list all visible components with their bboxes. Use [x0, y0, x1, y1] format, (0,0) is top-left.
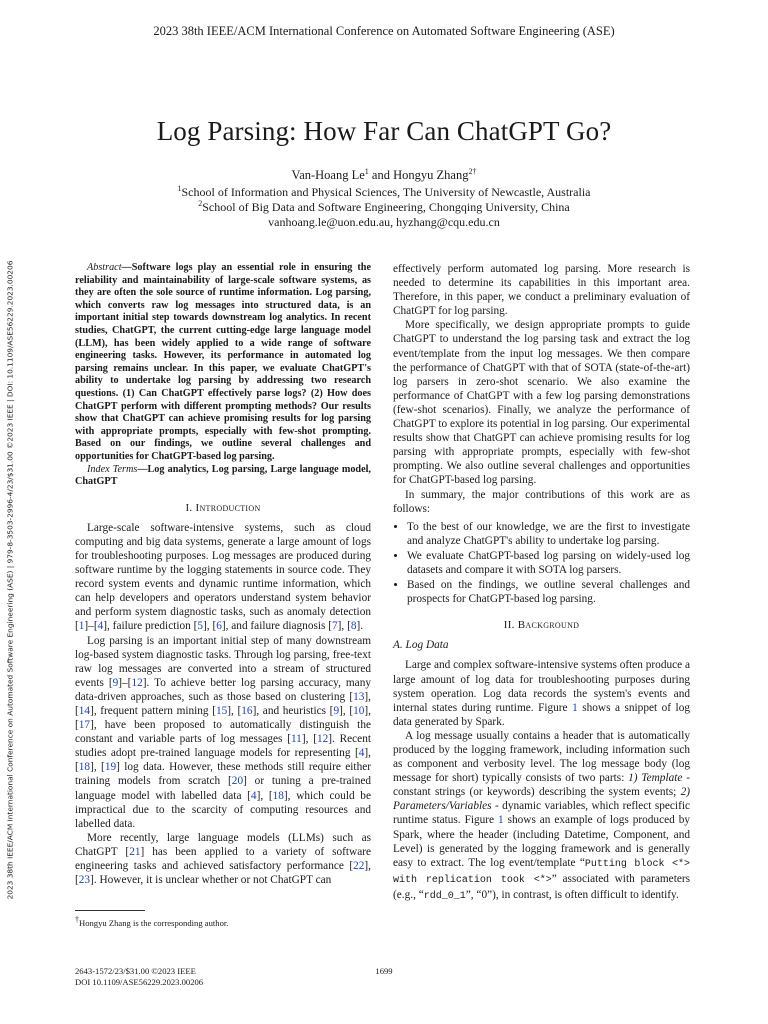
right-paragraph-3: In summary, the major contributions of this work are as follows:: [393, 488, 690, 515]
affiliation-2: [0, 200, 768, 215]
citation-link[interactable]: 4: [97, 620, 104, 633]
footnote-text: Hongyu Zhang is the corresponding author.: [79, 918, 229, 928]
code-parameter: rdd_0_1: [423, 890, 466, 902]
abstract-label: Abstract: [87, 262, 122, 273]
citation-link[interactable]: 9: [333, 705, 340, 717]
footnote: [75, 915, 229, 928]
list-item: • We evaluate ChatGPT-based log parsing on widely-used log datasets and compare it with SOTA log parsers.: [407, 549, 690, 577]
citation-link[interactable]: 21: [129, 845, 141, 858]
citation-link[interactable]: 5: [197, 620, 204, 633]
intro-paragraph-2: Log parsing is an important initial step of many downstream log-based system diagnostic tasks. Through log parsing, free-text raw log messages are converted into a stream of structured events [9]–[12]. To achieve better log parsing accuracy, many data-driven approaches, such as those based on clustering [13], [14], frequent pattern mining [15], [16], and heuristics [9], [10], [17], have been proposed to automatically distinguish the constant and variable parts of log messages [11], [12]. Recent studies adopt pre-trained language models for representing [4], [18], [19] log data. However, these methods still require either training models from scratch [20] or tuning a pre-trained language model with labelled data [4], [18], which could be impractical due to the scarcity of computing resources and labelled data.: [75, 634, 372, 830]
index-terms-text: —Log analytics, Log parsing, Large language model, ChatGPT: [75, 463, 371, 488]
list-item: • Based on the findings, we outline several challenges and prospects for ChatGPT-based log parsing.: [407, 578, 690, 606]
page-number: 1699: [375, 966, 393, 976]
affiliation-1: [0, 185, 768, 200]
author-1: Van-Hoang Le: [291, 168, 365, 182]
figure-link[interactable]: 1: [572, 701, 578, 714]
citation-link[interactable]: 9: [112, 676, 119, 689]
index-terms-label: Index Terms: [87, 463, 138, 475]
citation-link[interactable]: 15: [215, 705, 228, 717]
citation-link[interactable]: 12: [131, 676, 143, 689]
citation-link[interactable]: 18: [78, 761, 91, 774]
citation-link[interactable]: 23: [78, 874, 91, 887]
author-line: [0, 168, 768, 183]
affiliation-2-text: School of Big Data and Software Engineering, Chongqing University, China: [202, 200, 570, 214]
abstract-text: —Software logs play an essential role in ensuring the reliability and maintainability of large-scale software systems, as they are often the sole source of runtime information. Log parsing, which converts raw log messages into structured data, is an important initial step towards downstream log analytics. In recent studies, ChatGPT, the current cutting-edge large language model (LLM), has been widely applied to a wide range of software engineering tasks. However, its performance in automated log parsing remains unclear. In this paper, we evaluate ChatGPT's ability to undertake log parsing by addressing two research questions. (1) Can ChatGPT effectively parse logs? (2) How does ChatGPT perform with different prompting methods? Our results show that ChatGPT can achieve promising results for log parsing with appropriate prompts, especially with few-shot prompting. Based on our findings, we outline several challenges and opportunities for ChatGPT-based log parsing.: [75, 262, 371, 462]
section-2-number: II.: [503, 619, 518, 632]
citation-link[interactable]: 17: [78, 719, 91, 732]
intro-paragraph-1: Large-scale software-intensive systems, such as cloud computing and big data systems, generate a large amount of logs for troubleshooting purposes. Log messages are produced during software runtime by the logging statements in source code. They record system events and dynamic runtime information, which can help developers and operators understand system behavior and perform system diagnostic tasks, such as anomaly detection [1]–[4], failure prediction [5], [6], and failure diagnosis [7], [8].: [75, 521, 371, 633]
doi-sidebar-text: 2023 38th IEEE/ACM International Conference on Automated Software Engineering (ASE) | 979-8-3503-2996-4/23/$31.00 ©2023 IEEE | DOI: 10.1109/ASE56229.2023.00206: [5, 260, 15, 900]
citation-link[interactable]: 12: [316, 733, 329, 746]
citation-link[interactable]: 16: [241, 705, 253, 717]
citation-link[interactable]: 10: [353, 705, 365, 717]
right-paragraph-1: effectively perform automated log parsing. More research is needed to determine its capabilities in this important area. Therefore, in this paper, we conduct a preliminary evaluation of ChatGPT for log parsing.: [393, 263, 690, 318]
section-2-heading: [393, 618, 690, 632]
index-terms: [75, 464, 371, 489]
left-column: [75, 262, 371, 887]
affiliation-1-sup: 1: [177, 184, 182, 193]
background-paragraph-2: A log message usually contains a header that is automatically produced by the logging framework, including information such as component and verbosity level. The log message body (log message for short) typically consists of two parts: 1) Template - constant strings (or keywords) describing the system events; 2) Parameters/Variables - dynamic variables, which reflect specific runtime status. Figure 1 shows an example of logs produced by Spark, where the header (including Datetime, Component, and Level) is generated by the logging framework and is generally easy to extract. The log event/template “Putting block <*> with replication took <*>” associated with parameters (e.g., “rdd_0_1”, “0”), in contrast, is often difficult to identify.: [393, 729, 691, 902]
citation-link[interactable]: 6: [216, 620, 222, 633]
author-2: Hongyu Zhang: [393, 168, 469, 182]
affiliation-1-text: School of Information and Physical Sciences, The University of Newcastle, Australia: [181, 185, 591, 199]
paper-title: Log Parsing: How Far Can ChatGPT Go?: [156, 116, 612, 146]
section-1-title: Introduction: [195, 501, 261, 514]
section-1-number: I.: [185, 501, 196, 514]
citation-link[interactable]: 13: [353, 690, 365, 703]
citation-link[interactable]: 20: [231, 775, 244, 788]
contributions-list: [393, 520, 690, 607]
citation-link[interactable]: 7: [332, 620, 338, 633]
section-1-heading: [75, 501, 371, 515]
footnote-rule: [75, 910, 145, 911]
section-2-title: Background: [517, 619, 580, 632]
footnote-mark: †: [75, 915, 79, 925]
footer-issn: 2643-1572/23/$31.00 ©2023 IEEE: [75, 966, 196, 976]
list-item: • To the best of our knowledge, we are the first to investigate and analyze ChatGPT's ability to undertake log parsing.: [407, 520, 690, 548]
right-paragraph-2: More specifically, we design appropriate prompts to guide ChatGPT to understand the log parsing task and extract the log event/template from the input log messages. We then compare the performance of ChatGPT with that of SOTA (state-of-the-art) log parsers in zero-shot scenario. We also examine the performance of ChatGPT with a few log parsing demonstrations (few-shot scenarios). Finally, we analyze the performance of ChatGPT to explore its potential in log parsing. Our experimental results show that ChatGPT can achieve promising results for log parsing with appropriate prompts, especially with few-shot prompting. We also outline several challenges and opportunities for ChatGPT-based log parsing.: [393, 319, 690, 487]
author-1-sup: 1: [364, 166, 369, 176]
citation-link[interactable]: 19: [104, 761, 117, 774]
citation-link[interactable]: 11: [290, 733, 302, 746]
subsection-a-heading: A. Log Data: [393, 639, 449, 652]
abstract: [75, 262, 371, 464]
intro-paragraph-3: More recently, large language models (LLMs) such as ChatGPT [21] has been applied to a variety of software engineering tasks and achieved satisfactory performance [22], [23]. However, it is unclear whether or not ChatGPT can: [75, 831, 372, 887]
author-2-sup: 2†: [468, 166, 477, 176]
author-emails: vanhoang.le@uon.edu.au, hyzhang@cqu.edu.cn: [268, 215, 500, 229]
doi-sidebar: [2, 220, 18, 940]
citation-link[interactable]: 14: [78, 705, 91, 717]
code-template: Putting block <*> with replication took <*>: [393, 858, 690, 886]
citation-link[interactable]: 1: [78, 620, 85, 633]
citation-link[interactable]: 4: [250, 789, 257, 802]
background-paragraph-1: Large and complex software-intensive systems often produce a large amount of log data for troubleshooting purposes during system operation. Log data records the system's events and internal states during runtime. Figure 1 shows a snippet of log data generated by Spark.: [393, 659, 690, 728]
right-column: [393, 262, 690, 904]
figure-link[interactable]: 1: [498, 814, 504, 827]
conference-header: 2023 38th IEEE/ACM International Conference on Automated Software Engineering (ASE): [153, 24, 615, 38]
citation-link[interactable]: 4: [358, 747, 365, 760]
footer-doi: DOI 10.1109/ASE56229.2023.00206: [75, 977, 204, 987]
citation-link[interactable]: 22: [353, 860, 365, 873]
citation-link[interactable]: 8: [350, 620, 357, 633]
author-and: and: [368, 168, 394, 182]
citation-link[interactable]: 18: [272, 789, 284, 802]
affiliation-2-sup: 2: [198, 199, 203, 208]
